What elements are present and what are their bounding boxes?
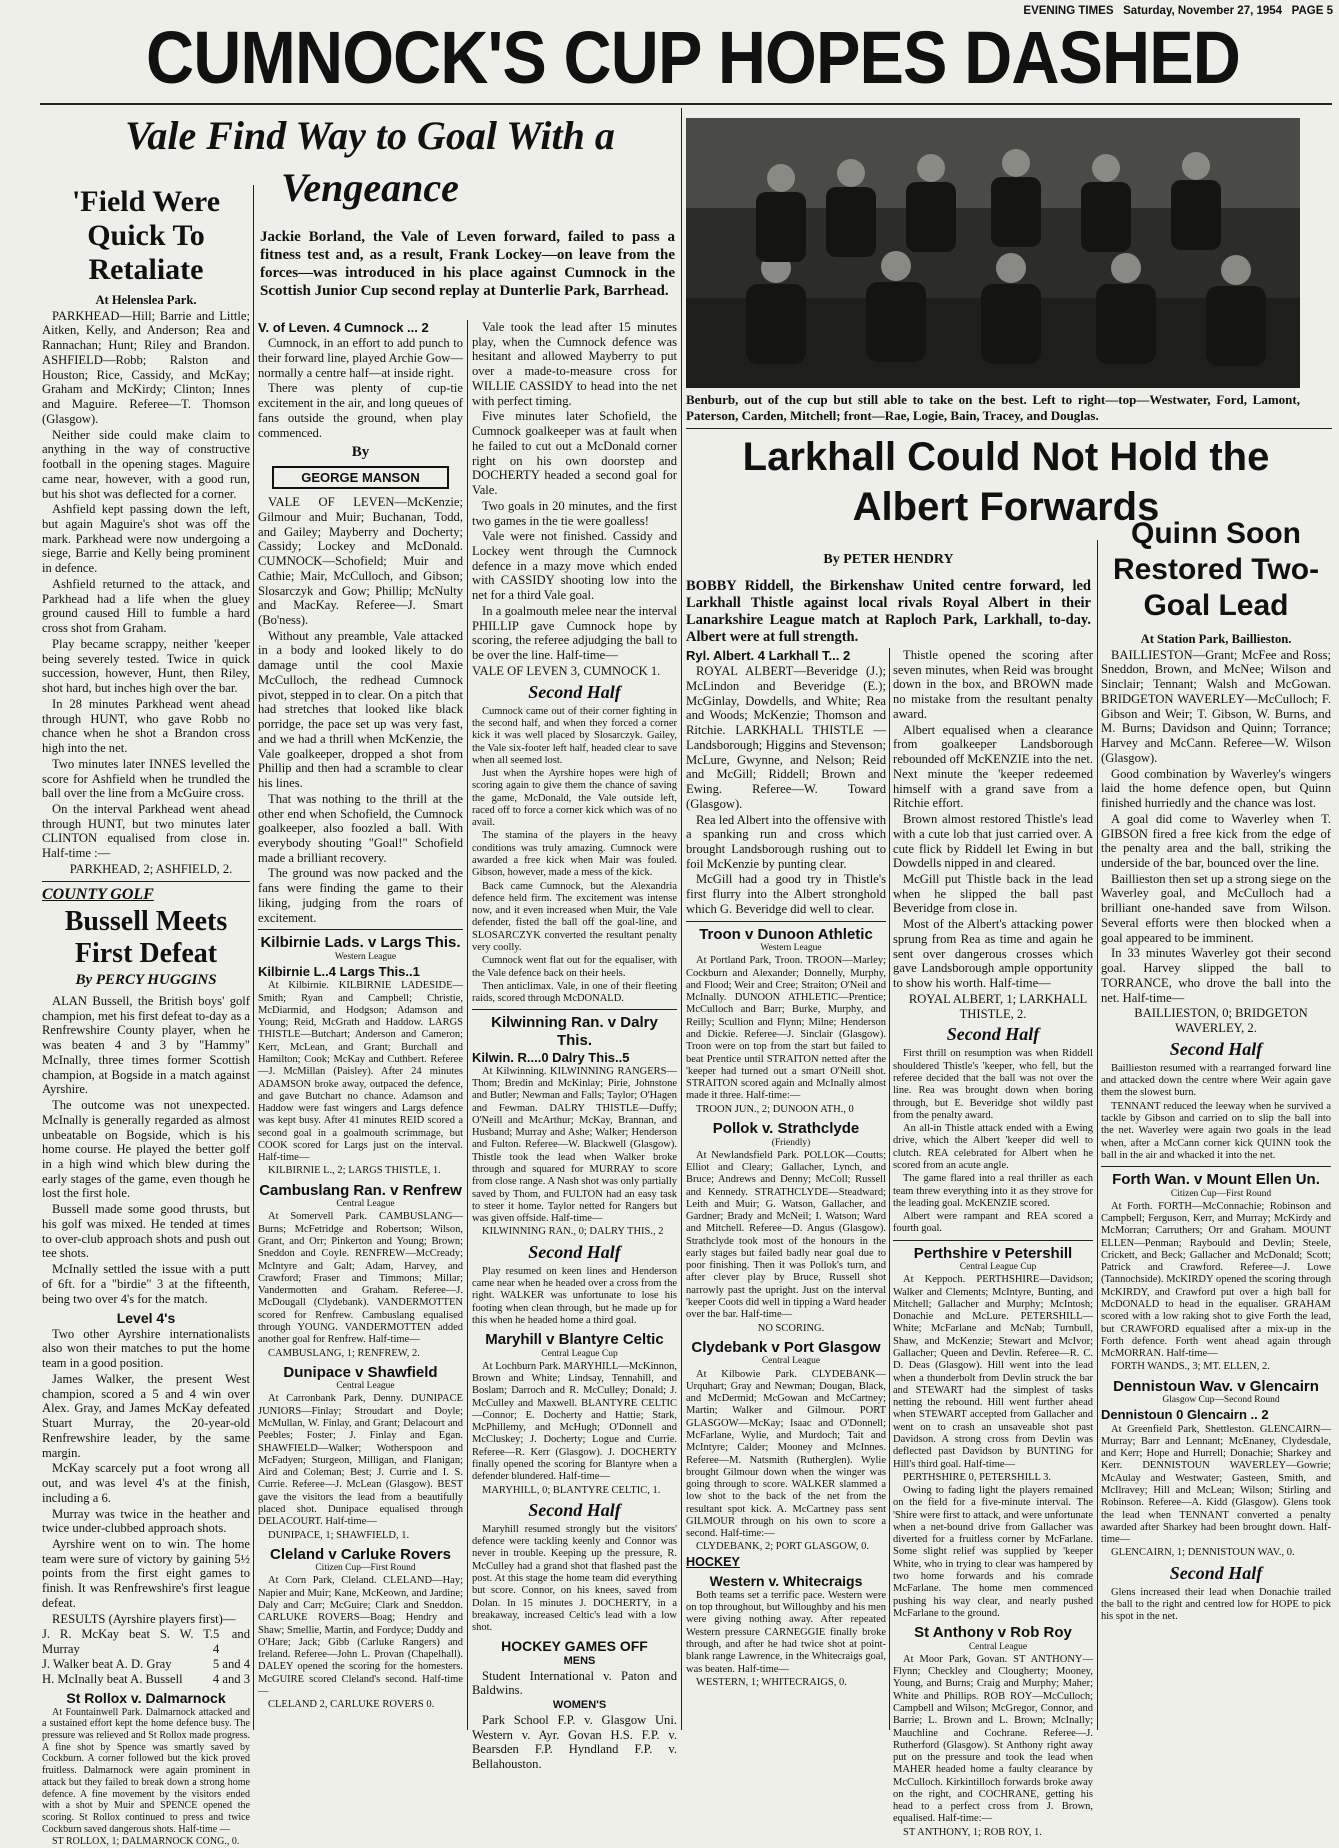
quinn-p5: Baillieston resumed with a rearranged forward line and attacked down the centre where Weir again gave them the slowest burn. bbox=[1101, 1062, 1331, 1099]
larkhall-teams: ROYAL ALBERT—Beveridge (J.); McLindon and Beveridge (E.); McGinlay, Dowdells, and White; Rea and Woods; McKenzie; Thomson and Ritchie. LARKHALL THISTLE — Landsborough; Higgins and Stevenson; McLure, Gwynne, and Nelson; Reid and McGill; Riddell; Brown and Ewing. Referee—W. Toward (Glasgow). bbox=[686, 664, 886, 811]
pollok-text: At Newlandsfield Park. POLLOK—Coutts; Elliot and Cleary; Gallacher, Lynch, and Bruce; Andrews and Denny; McColl; Russell and Kennedy. STRATHCLYDE—Steadward; Leith and Muir; G. Watson, Gallacher, and Gardner; Brady and McNeil; I. Watson; Ward and Mitchell. Referee—D. Angus (Glasgow). Strathclyde took most of the honours in the early stages but failed badly near goal due to poor finishing. Then it was Pollok's turn, and after clever play by Bruce, Russell shot narrowly past the upright. Just on the interval 'keeper Coots did well in tipping a Ward header over the bar. Half-time— bbox=[686, 1149, 886, 1321]
quinn-p4: In 33 minutes Waverley got their second goal. Harvey slipped the ball to TORRANCE, who drove the ball into the net. Half-time— bbox=[1101, 946, 1331, 1005]
photo-rule bbox=[686, 428, 1332, 429]
golf-p1: ALAN Bussell, the British boys' golf champion, met his first defeat to-day as a Renfrewshire County player, when he was beaten 4 and 3 by "Hammy" McInally, three times former Scottish champion, at Bogside in a match against Ayrshire. bbox=[42, 993, 250, 1097]
player-body bbox=[826, 187, 876, 257]
hockey-games-womens-label: WOMEN'S bbox=[552, 1699, 607, 1712]
troon-league: Western League bbox=[760, 943, 822, 954]
field-p4: Play became scrappy, neither 'keeper being severely tested. Twice in quick succession, however, Hunt, then Riley, shot hard, but inches high over the bar. bbox=[42, 636, 250, 696]
vale-column-a bbox=[258, 320, 463, 1730]
golf-result bbox=[42, 1657, 250, 1672]
strollox-ht: ST ROLLOX, 1; DALMARNOCK CONG., 0. bbox=[52, 1836, 240, 1848]
larkhall-score: Ryl. Albert. 4 Larkhall T... 2 bbox=[686, 648, 851, 663]
clydebank-text: At Kilbowie Park. CLYDEBANK—Urquhart; Gray and Newman; Dougan, Black, and McDermid; McGowan and McCartney; Martin; Walker and Gilmour. PORT GLASGOW—McKay; Isaac and O'Donnell; McFarlane, Wylie, and Murdoch; Tait and McIntyre; Calder; Mooney and McInnes. Referee—M. Natsmith (Rutherglen). Wylie brought Gilmour down when the winger was going through to score. WALKER slammed a low shot to the back of the net from the resultant spot kick. A. McCartney pass sent GILMOUR through on his own to score a second. Half-time:— bbox=[686, 1368, 886, 1540]
quinn-column bbox=[1101, 512, 1331, 1730]
vale-p7: Five minutes later Schofield, the Cumnock goalkeeper was at fault when he failed to cut out a McDonald corner right on his own doorstep and DOCHERTY headed a second goal for Vale. bbox=[472, 409, 677, 498]
vale-p16: Then anticlimax. Vale, in one of their fleeting raids, scored through McDONALD. bbox=[472, 980, 677, 1005]
st-anthony-ht: ST ANTHONY, 1; ROB ROY, 1. bbox=[903, 1826, 1042, 1838]
kilbirnie-text: At Kilbirnie. KILBIRNIE LADESIDE—Smith; Ryan and Campbell; Christie, McDiarmid, and Hodgson; Adamson and Young; Reid, McGrath and Haddow. LARGS THISTLE—Butchart; Anderson and Cameron; Kerr, McLean, and Grant; Burchall and Hamilton; Cook; McKay and Cuthbert. Referee—J. McMillan (Paisley). After 24 minutes ADAMSON broke away, outpaced the defence, and gave Butchart no chance. Adamson and Haddow were fast wingers and Largs defence was kept busy. After 41 minutes REID scored a second goal in a goalmouth scrimmage, but COOK scored for Largs just on the interval. Half-time— bbox=[258, 980, 463, 1164]
col-rule-1 bbox=[253, 185, 254, 1730]
maryhill-headline: Maryhill v Blantyre Celtic bbox=[485, 1331, 664, 1349]
forth-ht: FORTH WANDS., 3; MT. ELLEN, 2. bbox=[1111, 1361, 1270, 1373]
vale-p6: Vale took the lead after 15 minutes play, when the Cumnock defence was hesitant and allowed Mayberry to put over a made-to-measure cross for WILLIE CASSIDY to head into the net with perfect timing. bbox=[472, 320, 677, 408]
player-head bbox=[837, 159, 865, 187]
clydebank-ht: CLYDEBANK, 2; PORT GLASGOW, 0. bbox=[696, 1541, 870, 1553]
troon-headline: Troon v Dunoon Athletic bbox=[699, 925, 873, 943]
vale-byline-name: GEORGE MANSON bbox=[272, 466, 449, 489]
troon-ht: TROON JUN., 2; DUNOON ATH., 0 bbox=[696, 1103, 854, 1115]
player-body bbox=[1206, 286, 1266, 366]
golf-p7: McKay scarcely put a foot wrong all out, and was level 4's at the finish, including a 6. bbox=[42, 1461, 250, 1505]
field-column bbox=[42, 185, 250, 1848]
larkhall-second-half: Second Half bbox=[946, 1024, 1040, 1045]
vale-p3: Without any preamble, Vale attacked in a body and looked likely to do damage until the cool Maxie McCulloch, the redhead Cumnock pivot, stepped in to clear. On a pitch that had stretches that looked like black porridge, the pace set up was very fast, and we had a thrill when McKenzie, the Vale goalkeeper, dropped a shot from Phillip and then had a scramble to clear his lines. bbox=[258, 628, 463, 791]
perthshire-league: Central League Cup bbox=[959, 1262, 1037, 1273]
vale-p10: In a goalmouth melee near the interval PHILLIP gave Cumnock hope by scoring, the referee adjudging the ball to be over the line. Half-time— bbox=[472, 603, 677, 663]
vale-p8: Two goals in 20 minutes, and the first two games in the tie were goalless! bbox=[472, 498, 677, 528]
dennistoun-ht: GLENCAIRN, 1; DENNISTOUN WAV., 0. bbox=[1111, 1547, 1295, 1559]
perthshire-headline: Perthshire v Petershill bbox=[913, 1244, 1073, 1262]
kilwinning-second-half: Second Half bbox=[528, 1241, 621, 1262]
player-body bbox=[1171, 180, 1221, 250]
headline-rule bbox=[40, 103, 1332, 105]
larkhall-headline: Larkhall Could Not Hold the Albert Forwards bbox=[742, 435, 1270, 529]
quinn-venue: At Station Park, Baillieston. bbox=[1140, 632, 1292, 646]
larkhall-a-rule bbox=[686, 921, 886, 922]
golf-result-score: 5 and 4 bbox=[212, 1656, 250, 1671]
player-head bbox=[767, 164, 795, 192]
dennistoun-text2: Glens increased their lead when Donachie trailed the ball to the right and centred low for HOPE to pick his spot in the net. bbox=[1101, 1586, 1331, 1623]
kilbirnie-headline: Kilbirnie Lads. v Largs This. bbox=[260, 934, 461, 952]
cleland-headline: Cleland v Carluke Rovers bbox=[270, 1545, 451, 1563]
field-headline: 'Field Were Quick To Retaliate bbox=[71, 185, 221, 286]
team-photo-figures bbox=[686, 118, 1300, 388]
vale-p11: Cumnock came out of their corner fighting in the second half, and when they forced a corner kick it was well placed by Slosarczyk. Gailey, the Vale six-footer left half, headed clear to save when all seemed lost. bbox=[472, 705, 677, 766]
golf-result-match: J. R. McKay beat S. W. T. Murray bbox=[42, 1627, 214, 1657]
golf-p6: James Walker, the present West champion, scored a 5 and 4 win over Alex. Gray, and James McKay defeated Stuart Murray, the 20-year-old Renfrewshire leader, by the same margin. bbox=[42, 1371, 250, 1460]
field-ht: PARKHEAD, 2; ASHFIELD, 2. bbox=[69, 861, 233, 876]
dunipace-headline: Dunipace v Shawfield bbox=[283, 1363, 438, 1381]
photo-caption: Benburb, out of the cup but still able to take on the best. Left to right—top—Westwater, Ford, Lamont, Paterson, Carden, Mitchell; front—Rae, Logie, Bain, Tracey, and Douglas. bbox=[686, 392, 1300, 423]
player-body bbox=[1096, 284, 1156, 364]
field-p3: Ashfield returned to the attack, and Parkhead had a life when the gluey ground caused Hill to fumble a hard cross shot from Graham. bbox=[42, 576, 250, 636]
golf-result-match: H. McInally beat A. Bussell bbox=[42, 1671, 183, 1686]
player-head bbox=[1092, 154, 1120, 182]
main-headline: CUMNOCK'S CUP HOPES DASHED bbox=[146, 16, 1240, 99]
golf-byline: By PERCY HUGGINS bbox=[75, 972, 217, 989]
vale-score: V. of Leven. 4 Cumnock ... 2 bbox=[258, 320, 429, 335]
larkhall-column-a bbox=[686, 648, 886, 1730]
vale-p1: Cumnock, in an effort to add punch to their forward line, played Archie Gow—normally a centre half—at inside right. bbox=[258, 336, 463, 380]
vale-p12: Just when the Ayrshire hopes were high of scoring again to give them the chance of saving the game, McDonald, the Vale outside left, raced off to force a corner kick which was of no avail. bbox=[472, 768, 677, 829]
quinn-p2: A goal did come to Waverley when T. GIBSON fired a free kick from the edge of the penalty area and the ball, striking the underside of the bar, bounced over the line. bbox=[1101, 811, 1331, 871]
vale-intro: Jackie Borland, the Vale of Leven forward, failed to pass a fitness test and, as a result, Frank Lockey—on leave from the forces—was introduced in his place against Cumnock in the Scottish Junior Cup second replay at Dunterlie Park, Barrhead. bbox=[260, 229, 675, 299]
larkhall-p1: Rea led Albert into the offensive with a spanking run and cross which brought Landsborough rushing out to foil McKenzie by punting clear. bbox=[686, 812, 886, 871]
vale-p14: Back came Cumnock, but the Alexandria defence held firm. The excitement was intense now, and it even increased when Muir, the Vale defender, fisted the ball off the goal-line, and SLOSARCZYK converted the resultant penalty very coolly. bbox=[472, 880, 677, 954]
dennistoun-second-half: Second Half bbox=[1169, 1562, 1263, 1583]
hockey-headline: Western v. Whitecraigs bbox=[709, 1573, 863, 1590]
st-anthony-league: Central League bbox=[968, 1641, 1028, 1652]
field-venue: At Helenslea Park. bbox=[95, 293, 197, 307]
st-anthony-headline: St Anthony v Rob Roy bbox=[914, 1624, 1072, 1642]
golf-label: COUNTY GOLF bbox=[42, 885, 154, 903]
maryhill-second-half: Second Half bbox=[528, 1499, 621, 1520]
field-p2: Ashfield kept passing down the left, but again Maguire's shot was off the mark. Parkhead were now undergoing a siege, Barrie and Kelly being prominent in defence. bbox=[42, 502, 250, 576]
vale-p13: The stamina of the players in the heavy conditions was truly amazing. Cumnock were awarded a free kick when Mair was fouled. Gibson, however, made a mess of the kick. bbox=[472, 830, 677, 879]
col-rule-3 bbox=[681, 108, 682, 1730]
cambuslang-league: Central League bbox=[336, 1199, 395, 1210]
kilwinning-headline: Kilwinning Ran. v Dalry This. bbox=[491, 1014, 658, 1049]
vale-rule bbox=[258, 929, 463, 930]
player-head bbox=[1111, 253, 1141, 283]
hockey-text: Both teams set a terrific pace. Western were on top throughout, but Willoughby and his men were giving nothing away. After repeated Western pressure CARNEGGIE finally broke through, and after he had twice shot at point-blank range Lawrence, in the Whitecraigs goal, was beaten. Half-time— bbox=[686, 1589, 886, 1675]
larkhall-p9: An all-in Thistle attack ended with a Ewing drive, which the Albert 'keeper did well to clutch. REA celebrated for Albert when he scored from an acute angle. bbox=[893, 1123, 1093, 1171]
cambuslang-ht: CAMBUSLANG, 1; RENFREW, 2. bbox=[268, 1347, 420, 1359]
kilwinning-score: Kilwin. R....0 Dalry This..5 bbox=[472, 1049, 630, 1065]
player-body bbox=[756, 192, 806, 262]
golf-p5: Two other Ayrshire internationalists also won their matches to put the home team in a good position. bbox=[42, 1326, 250, 1371]
player-body bbox=[1081, 182, 1131, 252]
masthead-paper: EVENING TIMES bbox=[1023, 5, 1114, 17]
dunipace-text: At Carronbank Park, Denny. DUNIPACE JUNIORS—Finlay; Stroudart and Doyle; McMullan, W. Finlay, and Grant; Delacourt and Peebles; Foster; J. Finlay and Egan. SHAWFIELD—Walker; Wotherspoon and McFadyen; Sturgeon, Milligan, and Flanigan; Aird and Coleman; Best; J. Currie and I. S. Currie. Referee—J. McLean (Glasgow). BEST gave the visitors the lead from a beautifully placed shot. Dunipace equalised through DELACOURT. Half-time— bbox=[258, 1393, 463, 1528]
larkhall-p4: Albert equalised when a clearance from goalkeeper Landsborough rebounded off McKENZIE into the net. Next minute the 'keeper redeemed himself with a grand save from a Ritchie effort. bbox=[893, 722, 1093, 811]
player-body bbox=[866, 282, 926, 362]
cleland-text: At Corn Park, Cleland. CLELAND—Hay; Napier and Muir; Kane, McKeown, and Jardine; Daly and Carr; McGuire; Clark and Sneddon. CARLUKE ROVERS—Boag; Hendry and Shaw; Smellie, Martin, and Fordyce; Duddy and O'Hare; Jack; Gibb (Carluke Rangers) and Ireland. Referee—John L. Provan (Chapelhall). DALEY opened the scoring for the homesters. McGUIRE scored Cleland's second. Half-time— bbox=[258, 1575, 463, 1697]
golf-result-score: 5 and 4 bbox=[213, 1627, 250, 1657]
golf-result bbox=[42, 1672, 250, 1687]
player-head bbox=[1221, 255, 1251, 285]
cambuslang-text: At Somervell Park. CAMBUSLANG—Burns; McFetridge and Robertson; Wilson, Grant, and Orr; Pinkerton and Young; Brown; Sneddon and Coyle. RENFREW—McCready; McIntyre and Galt; Adam, Harvey, and Crawford; Fraser and Timmons; Millar; Vandermotten and Graham. Referee—J. McDougall (Clydebank). VANDERMOTTEN scored for Renfrew. Cambuslang equalised through YOUNG. VANDERMOTTEN added another goal for Renfrew. Half-time— bbox=[258, 1211, 463, 1346]
perthshire-text2: Owing to fading light the players remained on the field for a five-minute interval. The 'Shire were first to attack, and were unfortunate when a net-bound drive from Gallacher was diverted for a fruitless corner by McFarlane. Some slight relief was supplied by 'keeper White, who in trying to clear was hampered by two home forwards and his comrade McFarlane. The home men commenced pushing his way clear, and nearly pushed McFarlane to the ground. bbox=[893, 1485, 1093, 1619]
pollok-headline: Pollok v. Strathclyde bbox=[712, 1120, 860, 1137]
maryhill-ht: MARYHILL, 0; BLANTYRE CELTIC, 1. bbox=[482, 1484, 661, 1496]
vale-b-rule bbox=[472, 1009, 677, 1010]
golf-p4: McInally settled the issue with a putt of 6ft. for a "birdie" 3 at the fifteenth, being two over 4's for the match. bbox=[42, 1262, 250, 1306]
quinn-p3: Baillieston then set up a strong siege on the Waverley goal, and McCulloch had a brilliant one-handed save from Wilson. Several efforts were then blocked when a goal appeared to be imminent. bbox=[1101, 871, 1331, 945]
clydebank-league: Central League bbox=[761, 1356, 821, 1367]
quinn-ht: BAILLIESTON, 0; BRIDGETON WAVERLEY, 2. bbox=[1134, 1006, 1308, 1036]
kilbirnie-ht: KILBIRNIE L., 2; LARGS THISTLE, 1. bbox=[268, 1165, 441, 1177]
quinn-p1: Good combination by Waverley's wingers laid the home defence open, but Quinn finished hurriedly and the chance was lost. bbox=[1101, 766, 1331, 811]
dunipace-league: Central League bbox=[336, 1381, 395, 1392]
quinn-rule bbox=[1101, 1166, 1331, 1167]
player-body bbox=[981, 284, 1041, 364]
golf-results-label: RESULTS (Ayrshire players first)— bbox=[52, 1611, 236, 1626]
player-body bbox=[906, 182, 956, 252]
masthead-page: PAGE 5 bbox=[1291, 5, 1333, 17]
field-rule bbox=[42, 881, 250, 882]
larkhall-p2: McGill had a good try in Thistle's first flurry into the Albert stronghold which G. Beveridge did well to clear. bbox=[686, 872, 886, 916]
dennistoun-league: Glasgow Cup—Second Round bbox=[1162, 1395, 1280, 1406]
larkhall-p7: Most of the Albert's attacking power sprung from Rea as time and again he sent over dangerous crosses which gave Landsborough ample opportunity to show his worth. Half-time— bbox=[893, 917, 1093, 991]
golf-result-match: J. Walker beat A. D. Gray bbox=[42, 1656, 172, 1671]
player-head bbox=[1002, 149, 1030, 177]
larkhall-p6: McGill put Thistle back in the lead when he slipped the ball past Beveridge from close in. bbox=[893, 872, 1093, 916]
larkhall-p8: First thrill on resumption was when Riddell shouldered Thistle's 'keeper, who fell, but the referee decided that the ball was not over the line. Rea was brought down when boring through, but E. Beveridge shot wildly past from the penalty award. bbox=[893, 1048, 1093, 1121]
cleland-ht: CLELAND 2, CARLUKE ROVERS 0. bbox=[268, 1699, 435, 1711]
field-p6: Two minutes later INNES levelled the score for Ashfield when he trundled the ball over the line from a McGuire cross. bbox=[42, 756, 250, 801]
hockey-games-mens-label: MENS bbox=[563, 1654, 596, 1667]
golf-p9: Ayrshire went on to win. The home team were sure of victory by gaining 5½ points from the first eight games to finish. It was Renfrewshire's first league defeat. bbox=[42, 1536, 250, 1610]
golf-p2: The outcome was not unexpected. McInally is generally regarded as almost unbeatable on Bogside, which is his home course. He played the better golf in a high wind which blew during the early stages of the game, even though he lost the first hole. bbox=[42, 1098, 250, 1201]
golf-result bbox=[42, 1627, 250, 1656]
maryhill-league: Central League Cup bbox=[541, 1348, 618, 1359]
golf-result-score: 4 and 3 bbox=[212, 1671, 250, 1686]
st-anthony-text: At Moor Park, Govan. ST ANTHONY—Flynn; Checkley and Clougherty; Mooney, Young, and Burns; Craig and Murphy; Maher; White and Phillips. ROB ROY—McCulloch; Campbell and Wilson; McGregor, Connor, and Barrie; L. Brown and L. Brown; McInally; Mauchline and Cochrane. Referee—J. Rutherford (Glasgow). St Anthony right away put on the pressure and took the lead when MAHER headed home a faulty clearance by McCulloch. Kirkintilloch forwards broke away on the right, and COCHRANE, getting his head to a perfect cross from J. Brown, equalised. Half-time:— bbox=[893, 1653, 1093, 1825]
cleland-league: Citizen Cup—First Round bbox=[315, 1563, 416, 1574]
forth-league: Citizen Cup—First Round bbox=[1170, 1188, 1272, 1199]
larkhall-p3: Thistle opened the scoring after seven minutes, when Reid was brought down in the box, and BROWN made no mistake from the resultant penalty award. bbox=[893, 648, 1093, 721]
forth-text: At Forth. FORTH—McConnachie; Robinson and Campbell; Ferguson, Kerr, and Murray; McKirdy and McMorran; Carruthers; Orr and Graham. MOUNT ELLEN—Penman; Raybould and Devlin; Steele, Crickett, and Beck; Gallacher and McDonald; Scott; Patrick and Crawford. Referee—J. Lowe (Tannochside). McKIRDY opened the scoring through McKIRDY, and Crawford put over a high ball for McDONALD to head in the equaliser. GRAHAM scored with a low raking shot to give Forth the lead, but CRAWFORD equalised after a mix-up in the Forth defence. Forth went ahead again through McMORRAN. Half-time— bbox=[1101, 1200, 1331, 1360]
larkhall-byline: By PETER HENDRY bbox=[823, 552, 954, 567]
dennistoun-text: At Greenfield Park, Shettleston. GLENCAIRN—Murray; Barr and Lennant; McEnaney, Clydesdale, and Kerr; Hope and Hurrell; Donachie; Sharkey and Kerr. DENNISTOUN WAVERLEY—Gowrie; McAulay and Westwater; Gasteen, Smith, and McIlravey; Hill and McLean; Wilson; Stirling and Robinson. Referee—A. Kidd (Glasgow). Glens took the lead when TENNANT converted a penalty awarded after Sharkey had been brought down. Half-time— bbox=[1101, 1423, 1331, 1546]
larkhall-intro: BOBBY Riddell, the Birkenshaw United centre forward, led Larkhall Thistle against local rivals Royal Albert in their Lanarkshire League match at Raploch Park, Larkhall, to-day. Albert were at full strength. bbox=[686, 578, 1091, 645]
kilbirnie-score: Kilbirnie L..4 Largs This..1 bbox=[258, 964, 420, 980]
quinn-headline: Quinn Soon Restored Two-Goal Lead bbox=[1112, 517, 1320, 622]
larkhall-p5: Brown almost restored Thistle's lead with a cute lob that just carried over. A cute flick by Riddell let Ewing in but Dowdells nipped in and cleared. bbox=[893, 812, 1093, 871]
col-rule-2 bbox=[467, 320, 468, 1730]
quinn-teams: BAILLIESTON—Grant; McFee and Ross; Sneddon, Brown, and McNee; Wilson and Sinclair; Tennant; Walsh and McGowan. BRIDGETON WAVERLEY—McCulloch; F. Gibson and Weir; T. Gibson, W. Burns, and M. Burns; Davidson and Quinn; Torrance; Harvey and McCann. Referee—W. Wilson (Glasgow). bbox=[1101, 647, 1331, 765]
vale-second-half: Second Half bbox=[528, 681, 621, 702]
perthshire-ht: PERTHSHIRE 0, PETERSHILL 3. bbox=[903, 1471, 1052, 1483]
pollok-ht: NO SCORING. bbox=[757, 1322, 825, 1334]
dennistoun-score: Dennistoun 0 Glencairn .. 2 bbox=[1101, 1407, 1269, 1423]
hockey-games-headline: HOCKEY GAMES OFF bbox=[501, 1638, 648, 1655]
player-head bbox=[1182, 152, 1210, 180]
cambuslang-headline: Cambuslang Ran. v Renfrew bbox=[259, 1181, 462, 1199]
field-p7: On the interval Parkhead went ahead through HUNT, but two minutes later CLINTON equalised from close in. Half-time :— bbox=[42, 801, 250, 861]
larkhall-column-b bbox=[893, 648, 1093, 1838]
strollox-text: At Fountainwell Park. Dalmarnock attacked and a sustained effort kept the home defence busy. The pressure was relieved and St Rollox made progress. A fine shot by Spence was smartly saved by Cockburn. A corner followed but the kick proved fruitless. Dalmarnock were again prominent in attack but they failed to break down a strong home defence. A fine movement by the visitors ended with a shot by Muir and SPENCE opened the scoring. St Rollox continued to press and twice Cockburn saved dangerous shots. Half-time — bbox=[42, 1706, 250, 1835]
player-body bbox=[746, 284, 806, 364]
field-p5: In 28 minutes Parkhead went ahead through HUNT, who gave Robb no chance when he shot a Brandon cross high into the net. bbox=[42, 696, 250, 756]
team-photo bbox=[686, 118, 1300, 388]
dennistoun-headline: Dennistoun Wav. v Glencairn bbox=[1113, 1377, 1319, 1395]
col-rule-4 bbox=[889, 648, 890, 1730]
maryhill-text: At Lochburn Park. MARYHILL—McKinnon, Brown and White; Lindsay, Tennahill, and Boslam; Darroch and R. McCulley; Donald; J. McCulley and Maxwell. BLANTYRE CELTIC—Connor; E. Docherty and Hattie; Stark, McPhillemy, and McHugh; O'Donnell and McCluskey; J. Docherty; Logue and Currie. Referee—R. Kerr (Glasgow). J. DOCHERTY finally opened the scoring for Blantyre when a defender blundered. Half-time— bbox=[472, 1360, 677, 1483]
larkhall-p11: Albert were rampant and REA scored a fourth goal. bbox=[893, 1211, 1093, 1235]
dunipace-ht: DUNIPACE, 1; SHAWFIELD, 1. bbox=[268, 1529, 410, 1541]
golf-p8: Murray was twice in the heather and twice under-clubbed approach shots. bbox=[42, 1506, 250, 1536]
kilwinning-text: At Kilwinning. KILWINNING RANGERS—Thom; Bredin and McKinlay; Pirie, Johnstone and Butler; Newman and Falls; Taylor; O'Hagen and Fewman. DALRY THISTLE—Duffy; O'Neill and McArthur; McKay, Brannan, and Husband; Murray and Ashe; Walker; Henderson and Fulton. Referee—W. Blackwell (Glasgow). Thistle took the lead when Walker broke through and squared for MURRAY to score from close range. A Nash shot was only partially saved by Thom, and FULTON had an easy task to steer it home. Taylor netted for Rangers but was given offside. Half-time— bbox=[472, 1065, 677, 1225]
vale-p15: Cumnock went flat out for the equaliser, with the Vale defence back on their heels. bbox=[472, 955, 677, 979]
pollok-league: (Friendly) bbox=[771, 1137, 811, 1148]
vale-headline: Vale Find Way to Goal With a Vengeance bbox=[125, 113, 615, 210]
masthead-date: Saturday, November 27, 1954 bbox=[1123, 5, 1283, 17]
player-body bbox=[991, 177, 1041, 247]
vale-p4: That was nothing to the thrill at the other end when Schofield, the Cumnock goalkeeper, also foozled a ball. With everybody shouting "Goal!" Schofield made a brilliant recovery. bbox=[258, 791, 463, 865]
vale-teams: VALE OF LEVEN—McKenzie; Gilmour and Muir; Buchanan, Todd, and Gailey; Mayberry and Docherty; Cassidy; Lockey and McDonald. CUMNOCK—Schofield; Muir and Cathie; Mair, McCulloch, and Gibson; Slosarczyk and Gow; Phillip; McNulty and MacKay. Referee—J. Smart (Bo'ness). bbox=[258, 495, 463, 627]
field-p1: Neither side could make claim to anything in the way of constructive football in the opening stages. Maguire came near, however, with a good run, but his shot was deflected for a corner. bbox=[42, 427, 250, 501]
vale-column-b bbox=[472, 320, 677, 1772]
vale-p2: There was plenty of cup-tie excitement in the air, and long queues of fans outside the ground, when play commenced. bbox=[258, 381, 463, 440]
forth-headline: Forth Wan. v Mount Ellen Un. bbox=[1112, 1171, 1320, 1189]
field-teams: PARKHEAD—Hill; Barrie and Little; Aitken, Kelly, and Anderson; Rea and Rannachan; Hunt; Riley and Brandon. ASHFIELD—Robb; Ralston and Houston; Rice, Cassidy, and McKay; Graham and McKirdy; Clinton; Innes and Maguire. Referee—T. Thomson (Glasgow). bbox=[42, 308, 250, 426]
hockey-ht: WESTERN, 1; WHITECRAIGS, 0. bbox=[696, 1676, 847, 1688]
kilbirnie-league: Western League bbox=[334, 951, 397, 962]
maryhill-text2: Maryhill resumed strongly but the visitors' defence were tackling keenly and Connor was never in trouble. Keeping up the pressure, R. McCulley had a grand shot that flashed past the post. At this stage the home team did everything but score. Connor, on his knees, saved from Dolan. In 15 minutes J. DOCHERTY, in a breakaway, increased Celtic's lead with a low shot. bbox=[472, 1523, 677, 1634]
kilwinning-ht: KILWINNING RAN., 0; DALRY THIS., 2 bbox=[482, 1226, 664, 1238]
player-head bbox=[996, 253, 1026, 283]
troon-text: At Portland Park, Troon. TROON—Marley; Cockburn and Alexander; Donnelly, Murphy, and Flood; Weir and Cree; Straiton; O'Neil and McInally. DUNOON ATHLETIC—Prentice; McCulloch and Barr; Burke, Murphy, and Reilly; Scullion and Flynn; Milne; Henderson and Dickie. Referee—J. Sinclair (Glasgow). Troon were on top from the start but failed to beat Prentice until STRAITON netted after the 'keeper had turned out a smart O'Neill shot. STRAITON scored again and McInally almost made it three. Half-time:— bbox=[686, 955, 886, 1102]
vale-ht: VALE OF LEVEN 3, CUMNOCK 1. bbox=[472, 663, 661, 678]
larkhall-p10: The game flared into a real thriller as each team threw everything into it as they strove for the leading goal. McKENZIE scored. bbox=[893, 1173, 1093, 1209]
hockey-label: HOCKEY bbox=[686, 1554, 740, 1569]
larkhall-ht: ROYAL ALBERT, 1; LARKHALL THISTLE, 2. bbox=[908, 991, 1088, 1021]
hockey-games-mens: Student International v. Paton and Baldwins. bbox=[472, 1668, 677, 1698]
golf-headline: Bussell Meets First Defeat bbox=[64, 906, 228, 970]
player-head bbox=[881, 251, 911, 281]
kilwinning-text2: Play resumed on keen lines and Henderson came near when he headed over a cross from the right. WALKER was unfortunate to lose his footing when clean through, but he made up for this when he headed home a third goal. bbox=[472, 1265, 677, 1326]
col-rule-5 bbox=[1097, 540, 1098, 1730]
clydebank-headline: Clydebank v Port Glasgow bbox=[691, 1338, 881, 1356]
quinn-second-half: Second Half bbox=[1169, 1038, 1263, 1059]
vale-byline-by: By bbox=[351, 444, 370, 461]
golf-sub: Level 4's bbox=[116, 1310, 176, 1327]
vale-p5: The ground was now packed and the fans were finding the game to their liking, judging from the roars of excitement. bbox=[258, 866, 463, 925]
larkhall-b-rule bbox=[893, 1240, 1093, 1241]
player-head bbox=[917, 154, 945, 182]
perthshire-text: At Keppoch. PERTHSHIRE—Davidson; Walker and Clements; McIntyre, Bunting, and Mitchell; Gallacher and Murphy; McIntosh; Donachie and McLure. PETERSHILL—White; McFarlane and McNab; Turnbull, Shaw, and McKenzie; Stewart and McIvor; Gallacher; Queen and Devlin. Referee—R. C. D. Deas (Glasgow). Hill went into the lead when a thunderbolt from Devlin struck the bar and STEWART had the simplest of tasks netting the rebound. Hill went further ahead when STEWART accepted from Gallacher and went on to crash an unsaveable shot past Davidson. A strong cross from Devlin was deflected past Davidson by BUNTING for Hill's third goal. Half-time— bbox=[893, 1274, 1093, 1470]
strollox-headline: St Rollox v. Dalmarnock bbox=[66, 1690, 226, 1707]
vale-p9: Vale were not finished. Cassidy and Lockey went through the Cumnock defence in a mazy move which ended with CASSIDY shooting low into the net for a third Vale goal. bbox=[472, 529, 677, 603]
golf-p3: Bussell made some good thrusts, but his golf was mixed. He tended at times to over-club approach shots and push out tee shots. bbox=[42, 1202, 250, 1261]
quinn-p6: TENNANT reduced the leeway when he survived a tackle by Gibson and carried on to slip the ball into the net. Waverley were again two goals in the lead when, after a McCann corner kick QUINN took the ball in the air and whacked it into the net. bbox=[1101, 1100, 1331, 1161]
hockey-games-womens: Park School F.P. v. Glasgow Uni. Western v. Ayr. Govan H.S. F.P. v. Bearsden F.P. Hyndland F.P. v. Bellahouston. bbox=[472, 1713, 677, 1772]
